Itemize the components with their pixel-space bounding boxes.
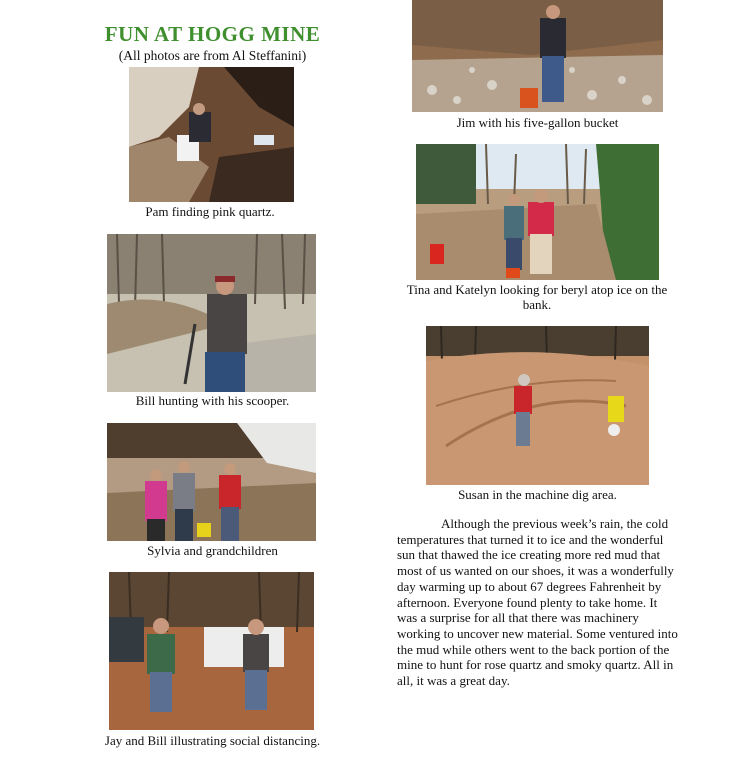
photo-susan — [426, 326, 649, 485]
article-paragraph-text: Although the previous week’s rain, the cold temperatures that turned it to ice and the wonderful sun that thawed the ice creating more red mud that most of us wanted on our shoes, it was a wonderfully day warming up to about 67 degrees Fahrenheit by afternoon. Everyone found plenty to take home. It was a surprise for all that there was machinery working to uncover new material. Some ventured into the mud while others went to the back portion of the mine to hunt for rose quartz and smoky quartz. All in all, it was a great day. — [397, 516, 678, 689]
caption-pam: Pam finding pink quartz. — [145, 204, 275, 219]
photo-sylvia — [107, 423, 316, 541]
caption-sylvia: Sylvia and grandchildren — [147, 543, 278, 558]
photo-bill — [107, 234, 316, 392]
caption-susan: Susan in the machine dig area. — [458, 487, 617, 502]
article-title: FUN AT HOGG MINE — [104, 22, 321, 46]
photo-jim — [412, 0, 663, 112]
article-paragraph — [397, 516, 679, 689]
caption-bill: Bill hunting with his scooper. — [135, 393, 290, 408]
photo-pam — [129, 67, 294, 202]
caption-jay-bill: Jay and Bill illustrating social distancing. — [104, 733, 321, 748]
caption-tina: Tina and Katelyn looking for beryl atop ice on the bank. — [406, 282, 668, 312]
photo-jay-bill — [109, 572, 314, 730]
photo-tina — [416, 144, 659, 280]
photo-credit: (All photos are from Al Steffanini) — [118, 48, 307, 63]
caption-jim: Jim with his five-gallon bucket — [456, 115, 619, 130]
